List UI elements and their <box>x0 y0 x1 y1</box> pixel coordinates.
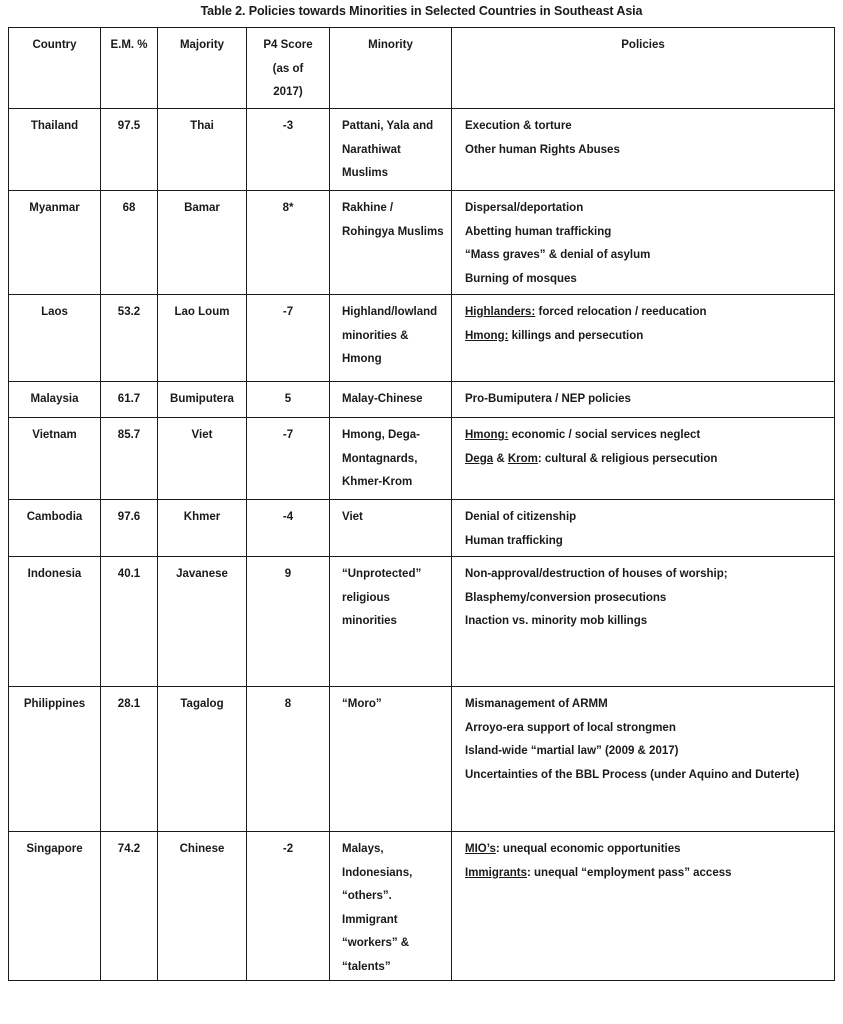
cell-policies <box>452 557 835 687</box>
minority-line: Hmong, Dega- <box>342 429 420 441</box>
table-row <box>9 191 835 295</box>
minority-line: Immigrant <box>342 913 398 926</box>
minority-line: “Unprotected” <box>342 568 422 580</box>
cell-minority <box>330 295 452 382</box>
minority-line: Khmer-Krom <box>342 476 413 488</box>
policy-item <box>465 221 828 245</box>
minority-line: Montagnards, <box>342 452 418 465</box>
table-row <box>9 500 835 557</box>
minority-line: “others”. <box>342 890 392 902</box>
cell-minority <box>330 191 452 295</box>
minority-line: Rohingya Muslims <box>342 225 444 238</box>
cell-policies <box>452 191 835 295</box>
cell-majority: Javanese <box>158 557 247 687</box>
policy-item <box>465 717 828 741</box>
cell-em-percent: 74.2 <box>101 832 158 981</box>
cell-em-percent: 97.6 <box>101 500 158 557</box>
policy-item <box>465 301 828 325</box>
header-policies: Policies <box>452 28 835 109</box>
cell-p4-score: -7 <box>247 295 330 382</box>
cell-majority: Thai <box>158 109 247 191</box>
policy-text: Human trafficking <box>465 534 563 547</box>
policy-text: Execution & torture <box>465 120 572 132</box>
cell-minority <box>330 557 452 687</box>
policy-text: Uncertainties of the BBL Process (under Aquino and Duterte) <box>465 768 800 781</box>
minority-line: religious <box>342 591 390 604</box>
table-row <box>9 687 835 832</box>
policy-text: Abetting human trafficking <box>465 225 612 238</box>
policy-item <box>465 244 828 268</box>
cell-policies <box>452 500 835 557</box>
policy-item <box>465 862 828 886</box>
policy-item <box>465 388 828 412</box>
policy-text: : cultural & religious persecution <box>537 452 718 465</box>
table-title: Table 2. Policies towards Minorities in Selected Countries in Southeast Asia <box>200 4 643 18</box>
cell-minority <box>330 832 452 981</box>
cell-policies <box>452 109 835 191</box>
policy-group-label: Highlanders: <box>465 306 536 318</box>
policy-item <box>465 268 828 292</box>
minority-line: Highland/lowland <box>342 306 438 318</box>
cell-p4-score: -4 <box>247 500 330 557</box>
policy-text: Other human Rights Abuses <box>465 143 620 156</box>
header-majority: Majority <box>158 28 247 109</box>
cell-em-percent: 85.7 <box>101 418 158 500</box>
policy-text: Inaction vs. minority mob killings <box>465 615 648 627</box>
policy-text: Island-wide “martial law” (2009 & 2017) <box>465 745 679 757</box>
cell-country: Philippines <box>9 687 101 832</box>
policy-group-label: MIO’s <box>465 843 496 855</box>
policy-text: Non-approval/destruction of houses of worship; <box>465 568 728 580</box>
policy-text: & <box>493 452 508 465</box>
header-minority: Minority <box>330 28 452 109</box>
table-row <box>9 109 835 191</box>
policy-item <box>465 115 828 139</box>
policy-item <box>465 448 828 472</box>
minority-line: Muslims <box>342 167 389 179</box>
header-p4-line1: P4 Score <box>263 39 313 51</box>
cell-p4-score: 5 <box>247 382 330 418</box>
cell-policies <box>452 295 835 382</box>
policy-text: Denial of citizenship <box>465 511 577 523</box>
policy-item <box>465 506 828 530</box>
table-row <box>9 418 835 500</box>
policy-item <box>465 563 828 587</box>
cell-country: Vietnam <box>9 418 101 500</box>
policy-text: Arroyo-era support of local strongmen <box>465 721 676 734</box>
cell-minority <box>330 500 452 557</box>
cell-p4-score: 8 <box>247 687 330 832</box>
policy-group-label: Hmong: <box>465 429 509 441</box>
policy-item <box>465 838 828 862</box>
minority-line: “workers” & <box>342 937 410 949</box>
cell-em-percent: 40.1 <box>101 557 158 687</box>
cell-country: Laos <box>9 295 101 382</box>
table-row <box>9 382 835 418</box>
cell-majority: Chinese <box>158 832 247 981</box>
policy-item <box>465 610 828 634</box>
cell-country: Thailand <box>9 109 101 191</box>
minority-line: Pattani, Yala and <box>342 120 434 132</box>
cell-policies <box>452 382 835 418</box>
cell-country: Indonesia <box>9 557 101 687</box>
header-p4-score <box>247 28 330 109</box>
cell-country: Malaysia <box>9 382 101 418</box>
policy-item <box>465 530 828 554</box>
table-row <box>9 832 835 981</box>
header-p4-line3: 2017) <box>273 86 303 98</box>
cell-country: Singapore <box>9 832 101 981</box>
policy-text: Dispersal/deportation <box>465 202 584 214</box>
policy-text: Mismanagement of ARMM <box>465 698 608 710</box>
policy-group-label: Dega <box>465 452 494 465</box>
header-p4-line2: (as of <box>272 62 304 75</box>
cell-p4-score: -2 <box>247 832 330 981</box>
table-row <box>9 557 835 687</box>
header-em: E.M. % <box>101 28 158 109</box>
policy-text: economic / social services neglect <box>508 429 701 441</box>
policy-item <box>465 587 828 611</box>
cell-majority: Lao Loum <box>158 295 247 382</box>
policy-item <box>465 740 828 764</box>
policy-text: : unequal “employment pass” access <box>527 866 732 879</box>
minority-line: Indonesians, <box>342 866 413 879</box>
cell-majority: Bumiputera <box>158 382 247 418</box>
policy-group-label: Immigrants <box>465 866 527 879</box>
header-country: Country <box>9 28 101 109</box>
policy-group-label: Krom <box>507 452 538 465</box>
cell-p4-score: -3 <box>247 109 330 191</box>
cell-p4-score: -7 <box>247 418 330 500</box>
policy-item <box>465 764 828 788</box>
cell-country: Cambodia <box>9 500 101 557</box>
cell-em-percent: 97.5 <box>101 109 158 191</box>
minority-line: Malay-Chinese <box>342 393 423 405</box>
policy-text: Burning of mosques <box>465 272 577 285</box>
policy-item <box>465 139 828 163</box>
cell-policies <box>452 418 835 500</box>
minority-line: Rakhine / <box>342 202 394 214</box>
cell-majority: Khmer <box>158 500 247 557</box>
policy-text: “Mass graves” & denial of asylum <box>465 249 651 261</box>
minority-line: Hmong <box>342 353 382 365</box>
cell-majority: Tagalog <box>158 687 247 832</box>
header-row <box>9 28 835 109</box>
cell-minority <box>330 109 452 191</box>
minority-line: “talents” <box>342 960 391 973</box>
cell-minority <box>330 687 452 832</box>
policy-item <box>465 693 828 717</box>
minority-line: Viet <box>342 511 363 523</box>
policy-text: Blasphemy/conversion prosecutions <box>465 591 667 604</box>
cell-p4-score: 9 <box>247 557 330 687</box>
cell-em-percent: 68 <box>101 191 158 295</box>
cell-policies <box>452 832 835 981</box>
policy-item <box>465 197 828 221</box>
policies-table <box>8 27 835 981</box>
cell-policies <box>452 687 835 832</box>
cell-majority: Bamar <box>158 191 247 295</box>
cell-em-percent: 61.7 <box>101 382 158 418</box>
cell-em-percent: 53.2 <box>101 295 158 382</box>
policy-group-label: Hmong: <box>465 329 509 342</box>
cell-em-percent: 28.1 <box>101 687 158 832</box>
cell-minority <box>330 382 452 418</box>
cell-country: Myanmar <box>9 191 101 295</box>
policy-text: killings and persecution <box>508 329 644 342</box>
cell-majority: Viet <box>158 418 247 500</box>
minority-line: “Moro” <box>342 698 382 710</box>
policy-text: Pro-Bumiputera / NEP policies <box>465 393 631 405</box>
minority-line: Malays, <box>342 843 384 855</box>
policy-text: forced relocation / reeducation <box>535 306 707 318</box>
policy-item <box>465 325 828 349</box>
minority-line: Narathiwat <box>342 143 401 156</box>
table-row <box>9 295 835 382</box>
cell-minority <box>330 418 452 500</box>
cell-p4-score: 8* <box>247 191 330 295</box>
minority-line: minorities & <box>342 329 409 342</box>
policy-text: : unequal economic opportunities <box>495 843 681 855</box>
policy-item <box>465 424 828 448</box>
minority-line: minorities <box>342 615 397 627</box>
